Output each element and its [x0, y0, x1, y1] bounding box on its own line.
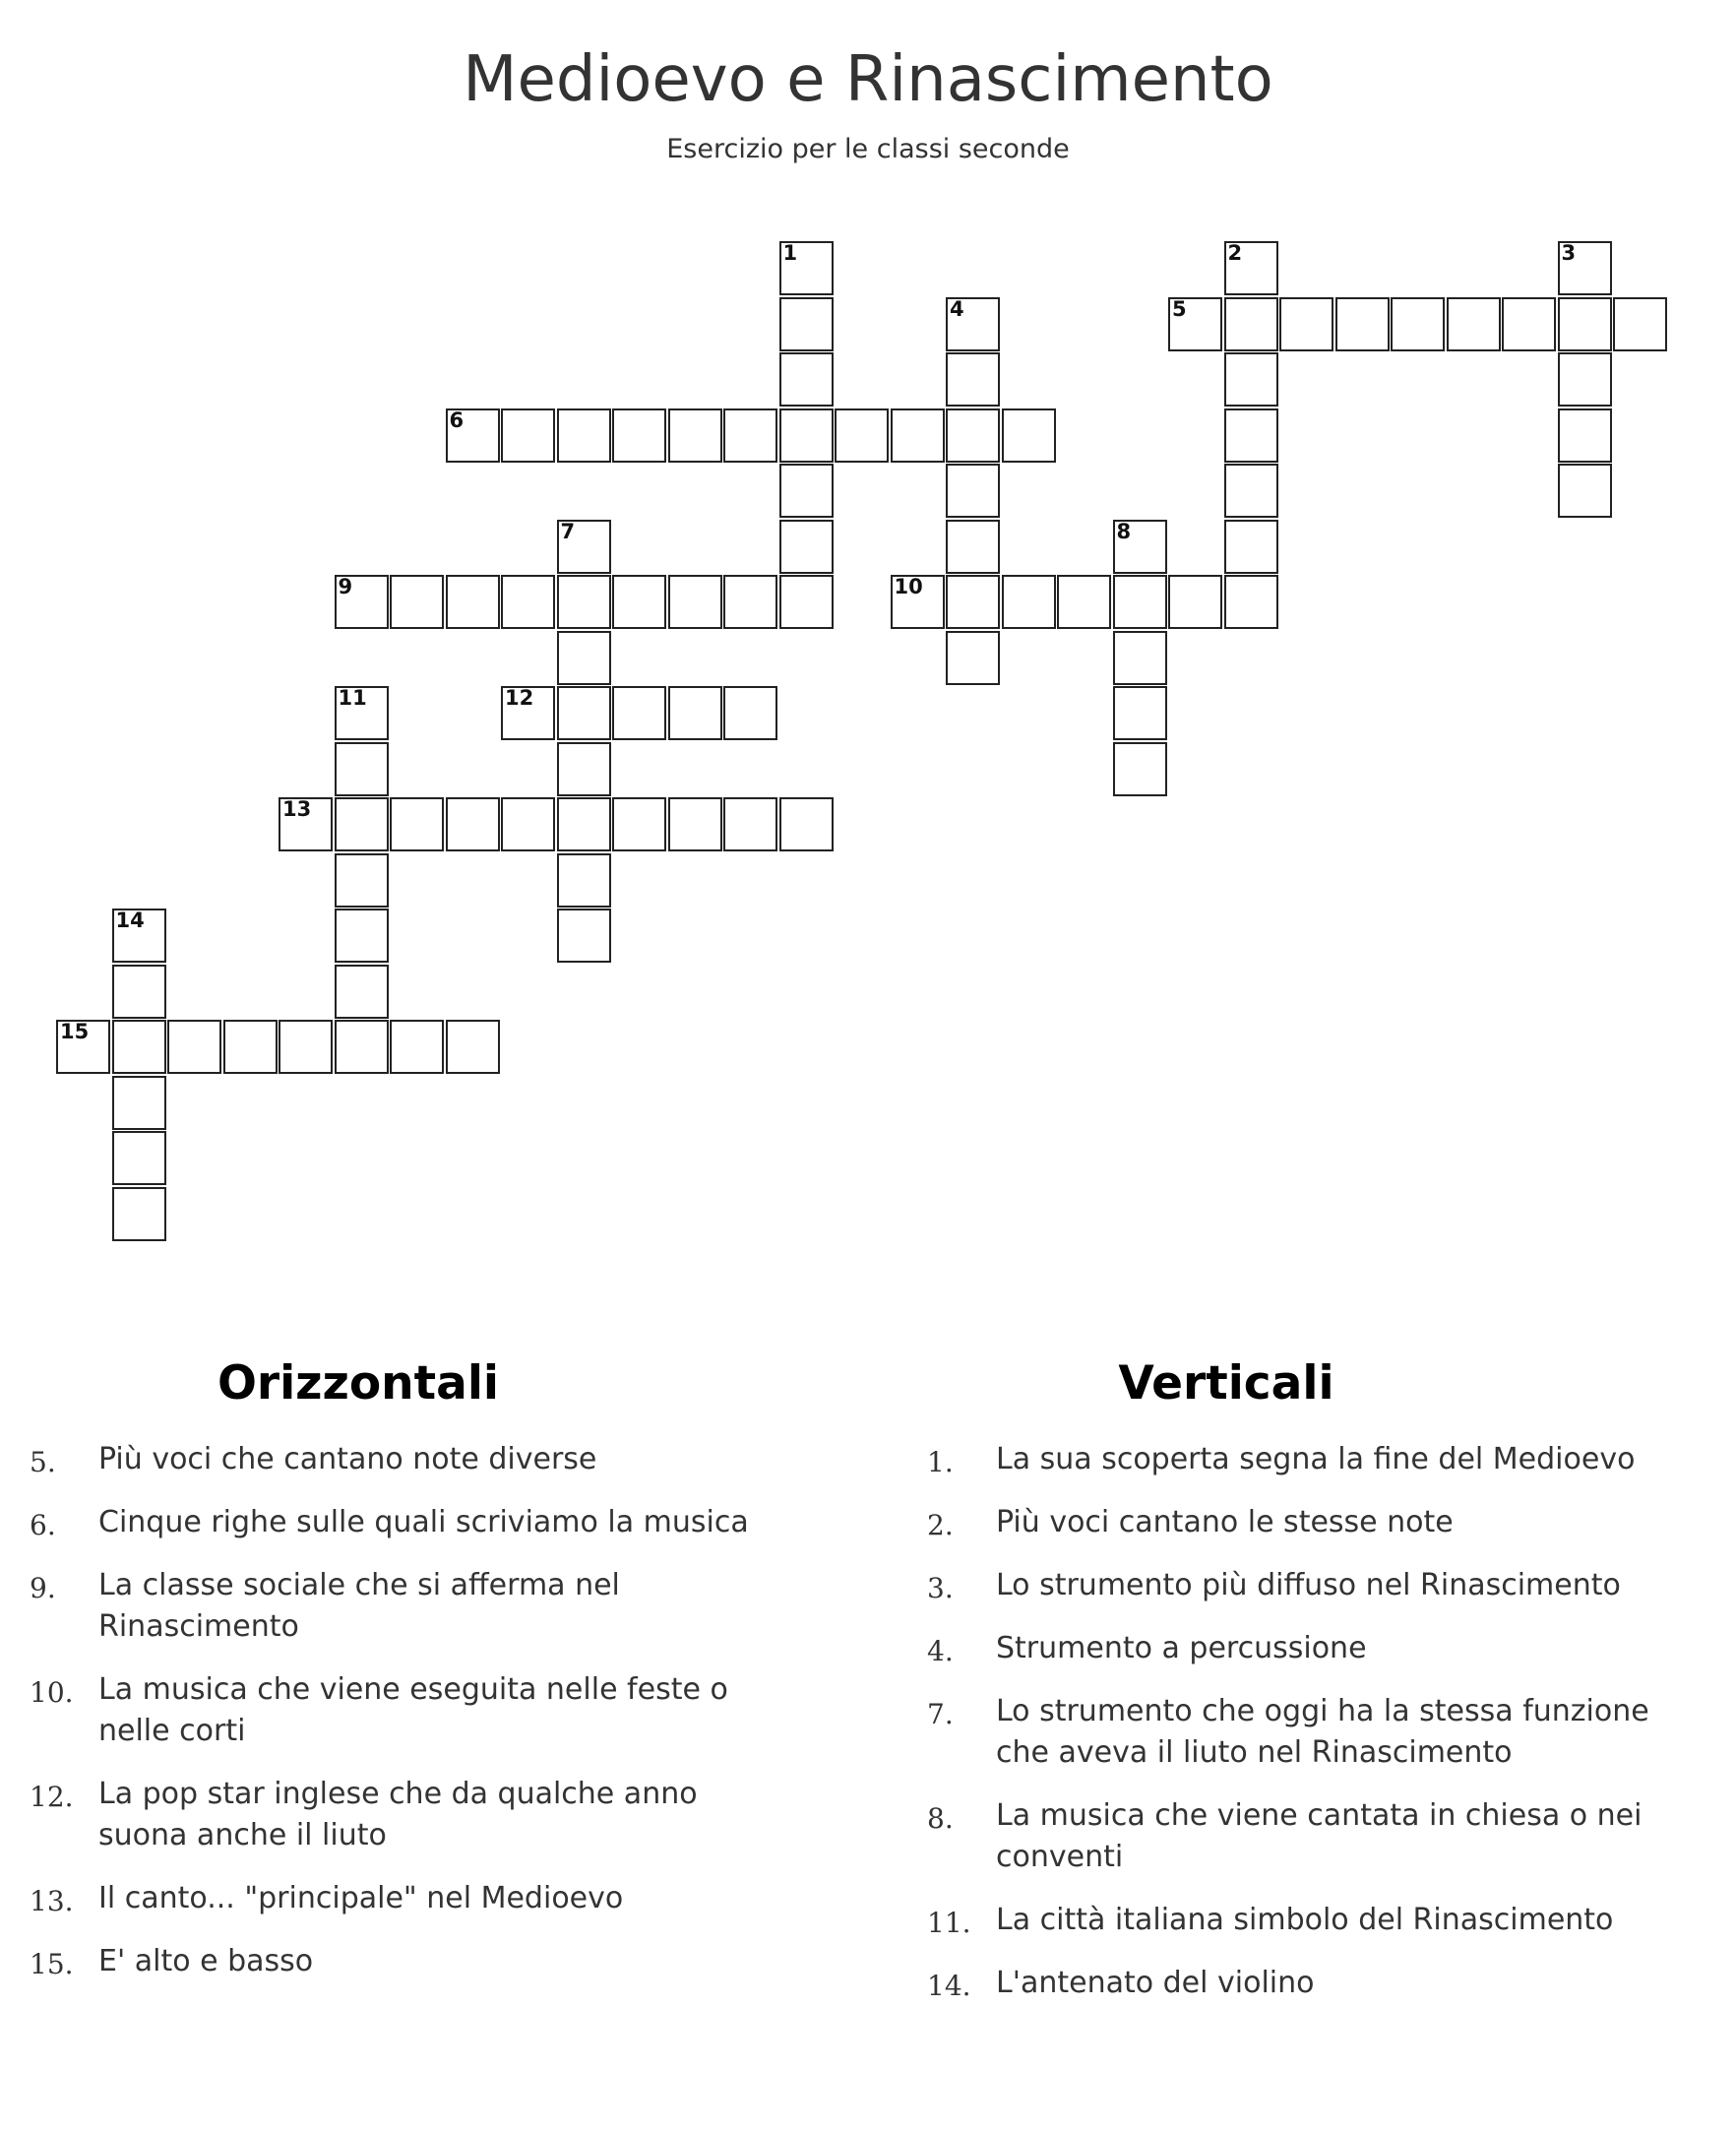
grid-cell[interactable] — [390, 1020, 444, 1074]
grid-cell[interactable] — [446, 575, 500, 629]
down-clue-number: 1. — [927, 1446, 954, 1478]
grid-cell[interactable] — [56, 1020, 110, 1074]
grid-cell[interactable] — [779, 464, 834, 518]
grid-cell[interactable] — [446, 797, 500, 851]
grid-cell[interactable] — [946, 575, 1000, 629]
across-clue-number: 9. — [30, 1572, 56, 1604]
down-clue-number: 8. — [927, 1802, 954, 1835]
down-clue-number: 4. — [927, 1635, 954, 1667]
across-clue-text: La pop star inglese che da qualche anno suona anche il liuto — [98, 1777, 698, 1852]
clue-number-label: 13 — [282, 797, 312, 821]
grid-cell[interactable] — [557, 853, 611, 908]
grid-cell[interactable] — [1224, 575, 1278, 629]
grid-cell[interactable] — [335, 853, 389, 908]
across-clue-text: La musica che viene eseguita nelle feste o nelle corti — [98, 1672, 728, 1748]
grid-cell[interactable] — [946, 464, 1000, 518]
grid-cell[interactable] — [112, 1187, 166, 1241]
grid-cell[interactable] — [1113, 631, 1167, 685]
grid-cell[interactable] — [501, 408, 555, 463]
grid-cell[interactable] — [390, 575, 444, 629]
clue-number-label: 3 — [1561, 241, 1577, 265]
grid-cell[interactable] — [779, 241, 834, 295]
grid-cell[interactable] — [1224, 464, 1278, 518]
grid-cell[interactable] — [335, 575, 389, 629]
grid-cell[interactable] — [1057, 575, 1111, 629]
grid-cell[interactable] — [335, 965, 389, 1019]
grid-cell[interactable] — [1391, 297, 1445, 351]
grid-cell[interactable] — [1447, 297, 1501, 351]
down-clue — [927, 1565, 1695, 1606]
grid-cell[interactable] — [557, 575, 611, 629]
across-clue-number: 6. — [30, 1509, 56, 1541]
grid-cell[interactable] — [557, 797, 611, 851]
down-clue-text: La città italiana simbolo del Rinascimento — [996, 1903, 1614, 1937]
down-clue-number: 7. — [927, 1698, 954, 1730]
clue-number-label: 5 — [1172, 296, 1187, 321]
clue-number-label: 10 — [894, 575, 923, 598]
grid-cell[interactable] — [1224, 520, 1278, 574]
grid-cell[interactable] — [279, 797, 333, 851]
down-clue-text: Strumento a percussione — [996, 1631, 1367, 1665]
grid-cell[interactable] — [335, 742, 389, 796]
grid-cell[interactable] — [723, 408, 777, 463]
page-subtitle: Esercizio per le classi seconde — [666, 134, 1070, 164]
down-clue — [927, 1691, 1695, 1774]
down-clue-number: 11. — [927, 1907, 971, 1939]
down-clue-text: Più voci cantano le stesse note — [996, 1505, 1454, 1539]
across-clue-number: 15. — [30, 1948, 74, 1980]
down-clue-text: L'antenato del violino — [996, 1966, 1315, 2000]
grid-cell[interactable] — [1558, 408, 1612, 463]
down-clue — [927, 1795, 1695, 1878]
clue-number-label: 8 — [1116, 519, 1132, 543]
across-clue-number: 13. — [30, 1885, 74, 1917]
grid-cell[interactable] — [1502, 297, 1556, 351]
grid-cell[interactable] — [390, 797, 444, 851]
grid-cell[interactable] — [1002, 575, 1056, 629]
grid-cell[interactable] — [612, 686, 666, 740]
down-clue-text: Lo strumento più diffuso nel Rinascimento — [996, 1568, 1621, 1602]
across-clue-number: 10. — [30, 1676, 74, 1709]
grid-cell[interactable] — [1224, 408, 1278, 463]
grid-cell[interactable] — [779, 408, 834, 463]
clue-number-label: 6 — [449, 408, 465, 432]
grid-cell[interactable] — [112, 909, 166, 963]
clue-number-label: 7 — [560, 519, 576, 543]
grid-cell[interactable] — [946, 408, 1000, 463]
grid-cell[interactable] — [1558, 464, 1612, 518]
grid-cell[interactable] — [891, 408, 945, 463]
grid-cell[interactable] — [1224, 297, 1278, 351]
grid-cell[interactable] — [335, 1020, 389, 1074]
across-clue-text: Il canto... "principale" nel Medioevo — [98, 1881, 624, 1915]
grid-cell[interactable] — [891, 575, 945, 629]
down-clue-number: 2. — [927, 1509, 954, 1541]
grid-cell[interactable] — [1279, 297, 1333, 351]
grid-cell[interactable] — [167, 1020, 221, 1074]
grid-cell[interactable] — [1335, 297, 1390, 351]
grid-cell[interactable] — [279, 1020, 333, 1074]
across-clue — [30, 1565, 787, 1648]
grid-cell[interactable] — [112, 1076, 166, 1130]
grid-cell[interactable] — [723, 797, 777, 851]
grid-cell[interactable] — [446, 408, 500, 463]
down-clue — [927, 1963, 1695, 2004]
grid-cell[interactable] — [779, 797, 834, 851]
grid-cell[interactable] — [446, 1020, 500, 1074]
grid-cell[interactable] — [557, 742, 611, 796]
grid-cell[interactable] — [1113, 575, 1167, 629]
clue-number-label: 9 — [338, 575, 353, 598]
down-clue — [927, 1900, 1695, 1941]
grid-cell[interactable] — [112, 1131, 166, 1185]
across-clue — [30, 1439, 787, 1480]
across-clue — [30, 1774, 787, 1856]
across-clue — [30, 1502, 787, 1543]
down-clue-text: La musica che viene cantata in chiesa o nei conventi — [996, 1798, 1643, 1874]
across-clue-text: E' alto e basso — [98, 1944, 314, 1978]
grid-cell[interactable] — [668, 408, 722, 463]
across-clue-text: La classe sociale che si afferma nel Rinascimento — [98, 1568, 620, 1644]
grid-cell[interactable] — [1113, 742, 1167, 796]
down-clue-number: 3. — [927, 1572, 954, 1604]
clue-number-label: 1 — [782, 241, 798, 265]
across-clue-number: 5. — [30, 1446, 56, 1478]
grid-cell[interactable] — [557, 408, 611, 463]
grid-cell[interactable] — [557, 686, 611, 740]
clue-number-label: 14 — [115, 909, 145, 932]
grid-cell[interactable] — [1224, 352, 1278, 407]
grid-cell[interactable] — [946, 520, 1000, 574]
grid-cell[interactable] — [1558, 241, 1612, 295]
down-clue — [927, 1628, 1695, 1669]
grid-cell[interactable] — [779, 297, 834, 351]
grid-cell[interactable] — [1558, 352, 1612, 407]
grid-cell[interactable] — [501, 686, 555, 740]
grid-cell[interactable] — [946, 631, 1000, 685]
clue-number-label: 12 — [505, 686, 534, 710]
grid-cell[interactable] — [501, 575, 555, 629]
grid-cell[interactable] — [1168, 297, 1222, 351]
across-clue — [30, 1669, 787, 1752]
grid-cell[interactable] — [1558, 297, 1612, 351]
grid-cell[interactable] — [946, 352, 1000, 407]
grid-cell[interactable] — [779, 352, 834, 407]
grid-cell[interactable] — [1113, 520, 1167, 574]
grid-cell[interactable] — [723, 686, 777, 740]
grid-cell[interactable] — [223, 1020, 278, 1074]
grid-cell[interactable] — [1002, 408, 1056, 463]
across-heading: Orizzontali — [217, 1356, 500, 1411]
down-clue — [927, 1439, 1695, 1480]
grid-cell[interactable] — [668, 575, 722, 629]
grid-cell[interactable] — [1613, 297, 1667, 351]
grid-cell[interactable] — [557, 520, 611, 574]
across-clue — [30, 1941, 787, 1982]
across-clue-number: 12. — [30, 1781, 74, 1813]
grid-cell[interactable] — [668, 686, 722, 740]
grid-cell[interactable] — [335, 686, 389, 740]
grid-cell[interactable] — [1168, 575, 1222, 629]
down-clue-text: La sua scoperta segna la fine del Medioevo — [996, 1442, 1636, 1476]
grid-cell[interactable] — [1224, 241, 1278, 295]
grid-cell[interactable] — [557, 631, 611, 685]
grid-cell[interactable] — [835, 408, 889, 463]
across-clue — [30, 1878, 787, 1919]
grid-cell[interactable] — [112, 965, 166, 1019]
down-clue-text: Lo strumento che oggi ha la stessa funzione che aveva il liuto nel Rinascimento — [996, 1694, 1649, 1770]
grid-cell[interactable] — [668, 797, 722, 851]
down-clue — [927, 1502, 1695, 1543]
across-clue-text: Più voci che cantano note diverse — [98, 1442, 597, 1476]
grid-cell[interactable] — [1113, 686, 1167, 740]
grid-cell[interactable] — [612, 797, 666, 851]
grid-cell[interactable] — [723, 575, 777, 629]
across-clue-list — [30, 1439, 787, 2004]
grid-cell[interactable] — [335, 909, 389, 963]
grid-cell[interactable] — [946, 297, 1000, 351]
grid-cell[interactable] — [112, 1020, 166, 1074]
grid-cell[interactable] — [501, 797, 555, 851]
grid-cell[interactable] — [557, 909, 611, 963]
grid-cell[interactable] — [612, 575, 666, 629]
across-clue-text: Cinque righe sulle quali scriviamo la musica — [98, 1505, 749, 1539]
grid-cell[interactable] — [335, 797, 389, 851]
down-clue-list — [927, 1439, 1695, 2026]
page-title: Medioevo e Rinascimento — [463, 43, 1273, 116]
down-heading: Verticali — [1118, 1356, 1334, 1411]
grid-cell[interactable] — [612, 408, 666, 463]
down-clue-number: 14. — [927, 1970, 971, 2002]
clue-number-label: 4 — [950, 296, 964, 321]
grid-cell[interactable] — [779, 575, 834, 629]
clue-number-label: 11 — [338, 686, 367, 710]
clue-number-label: 15 — [60, 1020, 90, 1043]
clue-number-label: 2 — [1227, 241, 1243, 265]
grid-cell[interactable] — [779, 520, 834, 574]
